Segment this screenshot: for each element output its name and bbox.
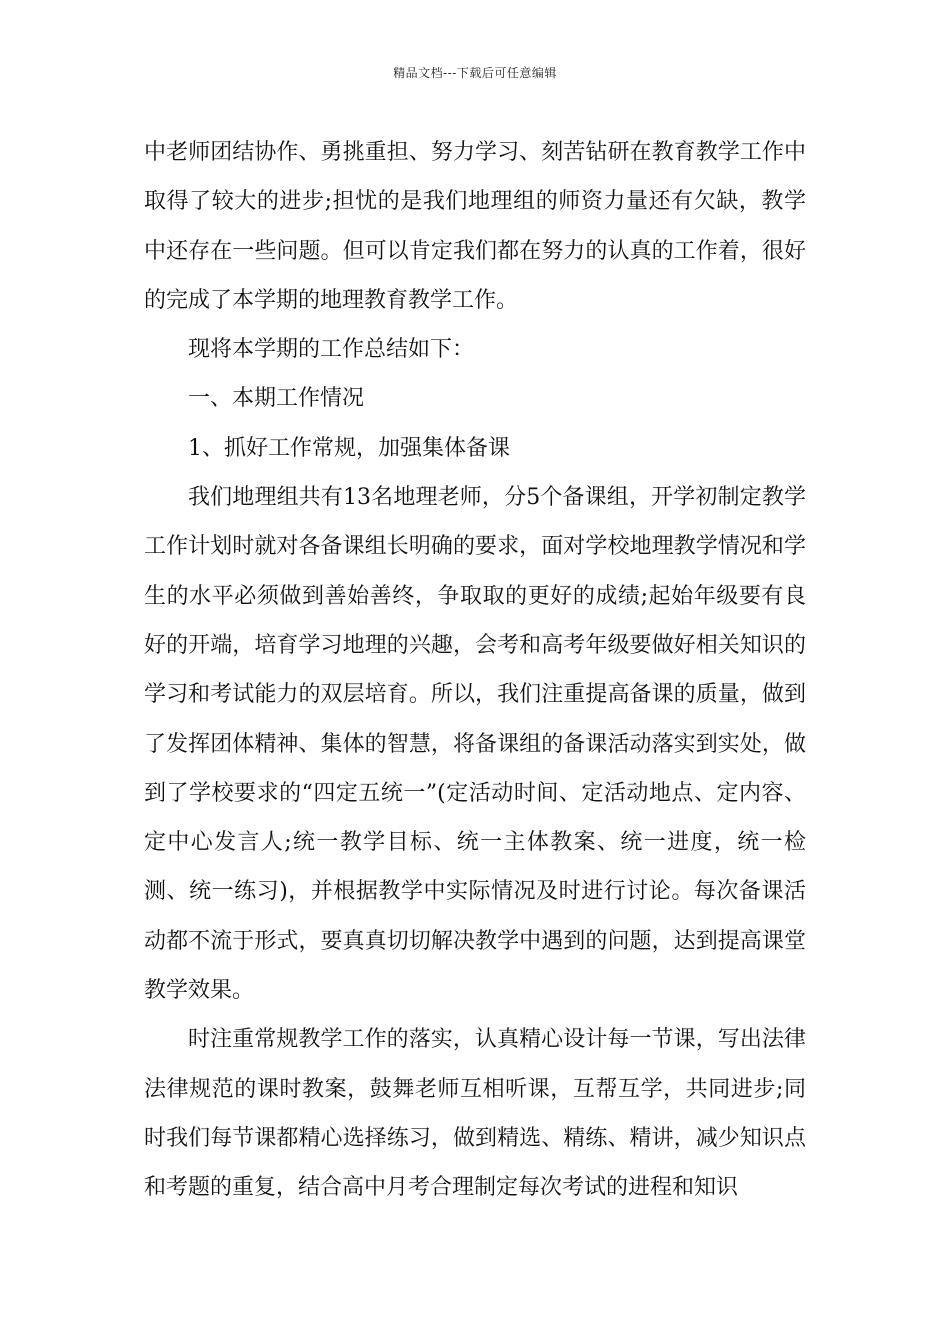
subsection-heading: 1、抓好工作常规，加强集体备课	[188, 435, 510, 461]
paragraph-routine-teaching: 时注重常规教学工作的落实，认真精心设计每一节课，写出法律法律规范的课时教案，鼓舞老师互相听课，互帮互学，共同进步;同时我们每节课都精心选择练习，做到精选、精练、精讲，减少知识点和考题的重复，结合高中月考合理制定每次考试的进程和知识	[144, 1027, 806, 1201]
paragraph-summary-intro: 现将本学期的工作总结如下：	[188, 337, 475, 363]
page-header: 精品文档---下载后可任意编辑	[393, 66, 557, 80]
paragraph-lesson-preparation: 我们地理组共有13名地理老师，分5个备课组，开学初制定教学工作计划时就对各备课组长明确的要求，面对学校地理教学情况和学生的水平必须做到善始善终，争取取的更好的成绩;起始年级要有良好的开端，培育学习地理的兴趣，会考和高考年级要做好相关知识的学习和考试能力的双层培育。所以，我们注重提高备课的质量，做到了发挥团体精神、集体的智慧，将备课组的备课活动落实到实处，做到了学校要求的“四定五统一”(定活动时间、定活动地点、定内容、定中心发言人;统一教学目标、统一主体教案、统一进度，统一检测、统一练习)，并根据教学中实际情况及时进行讨论。每次备课活动都不流于形式，要真真切切解决教学中遇到的问题，达到提高课堂教学效果。	[144, 485, 806, 1004]
section-heading: 一、本期工作情况	[188, 386, 365, 412]
paragraph-continuation: 中老师团结协作、勇挑重担、努力学习、刻苦钻研在教育教学工作中取得了较大的进步;担忧的是我们地理组的师资力量还有欠缺，教学中还存在一些问题。但可以肯定我们都在努力的认真的工作着，很好的完成了本学期的地理教育教学工作。	[144, 140, 806, 313]
document-body	[144, 128, 806, 1213]
